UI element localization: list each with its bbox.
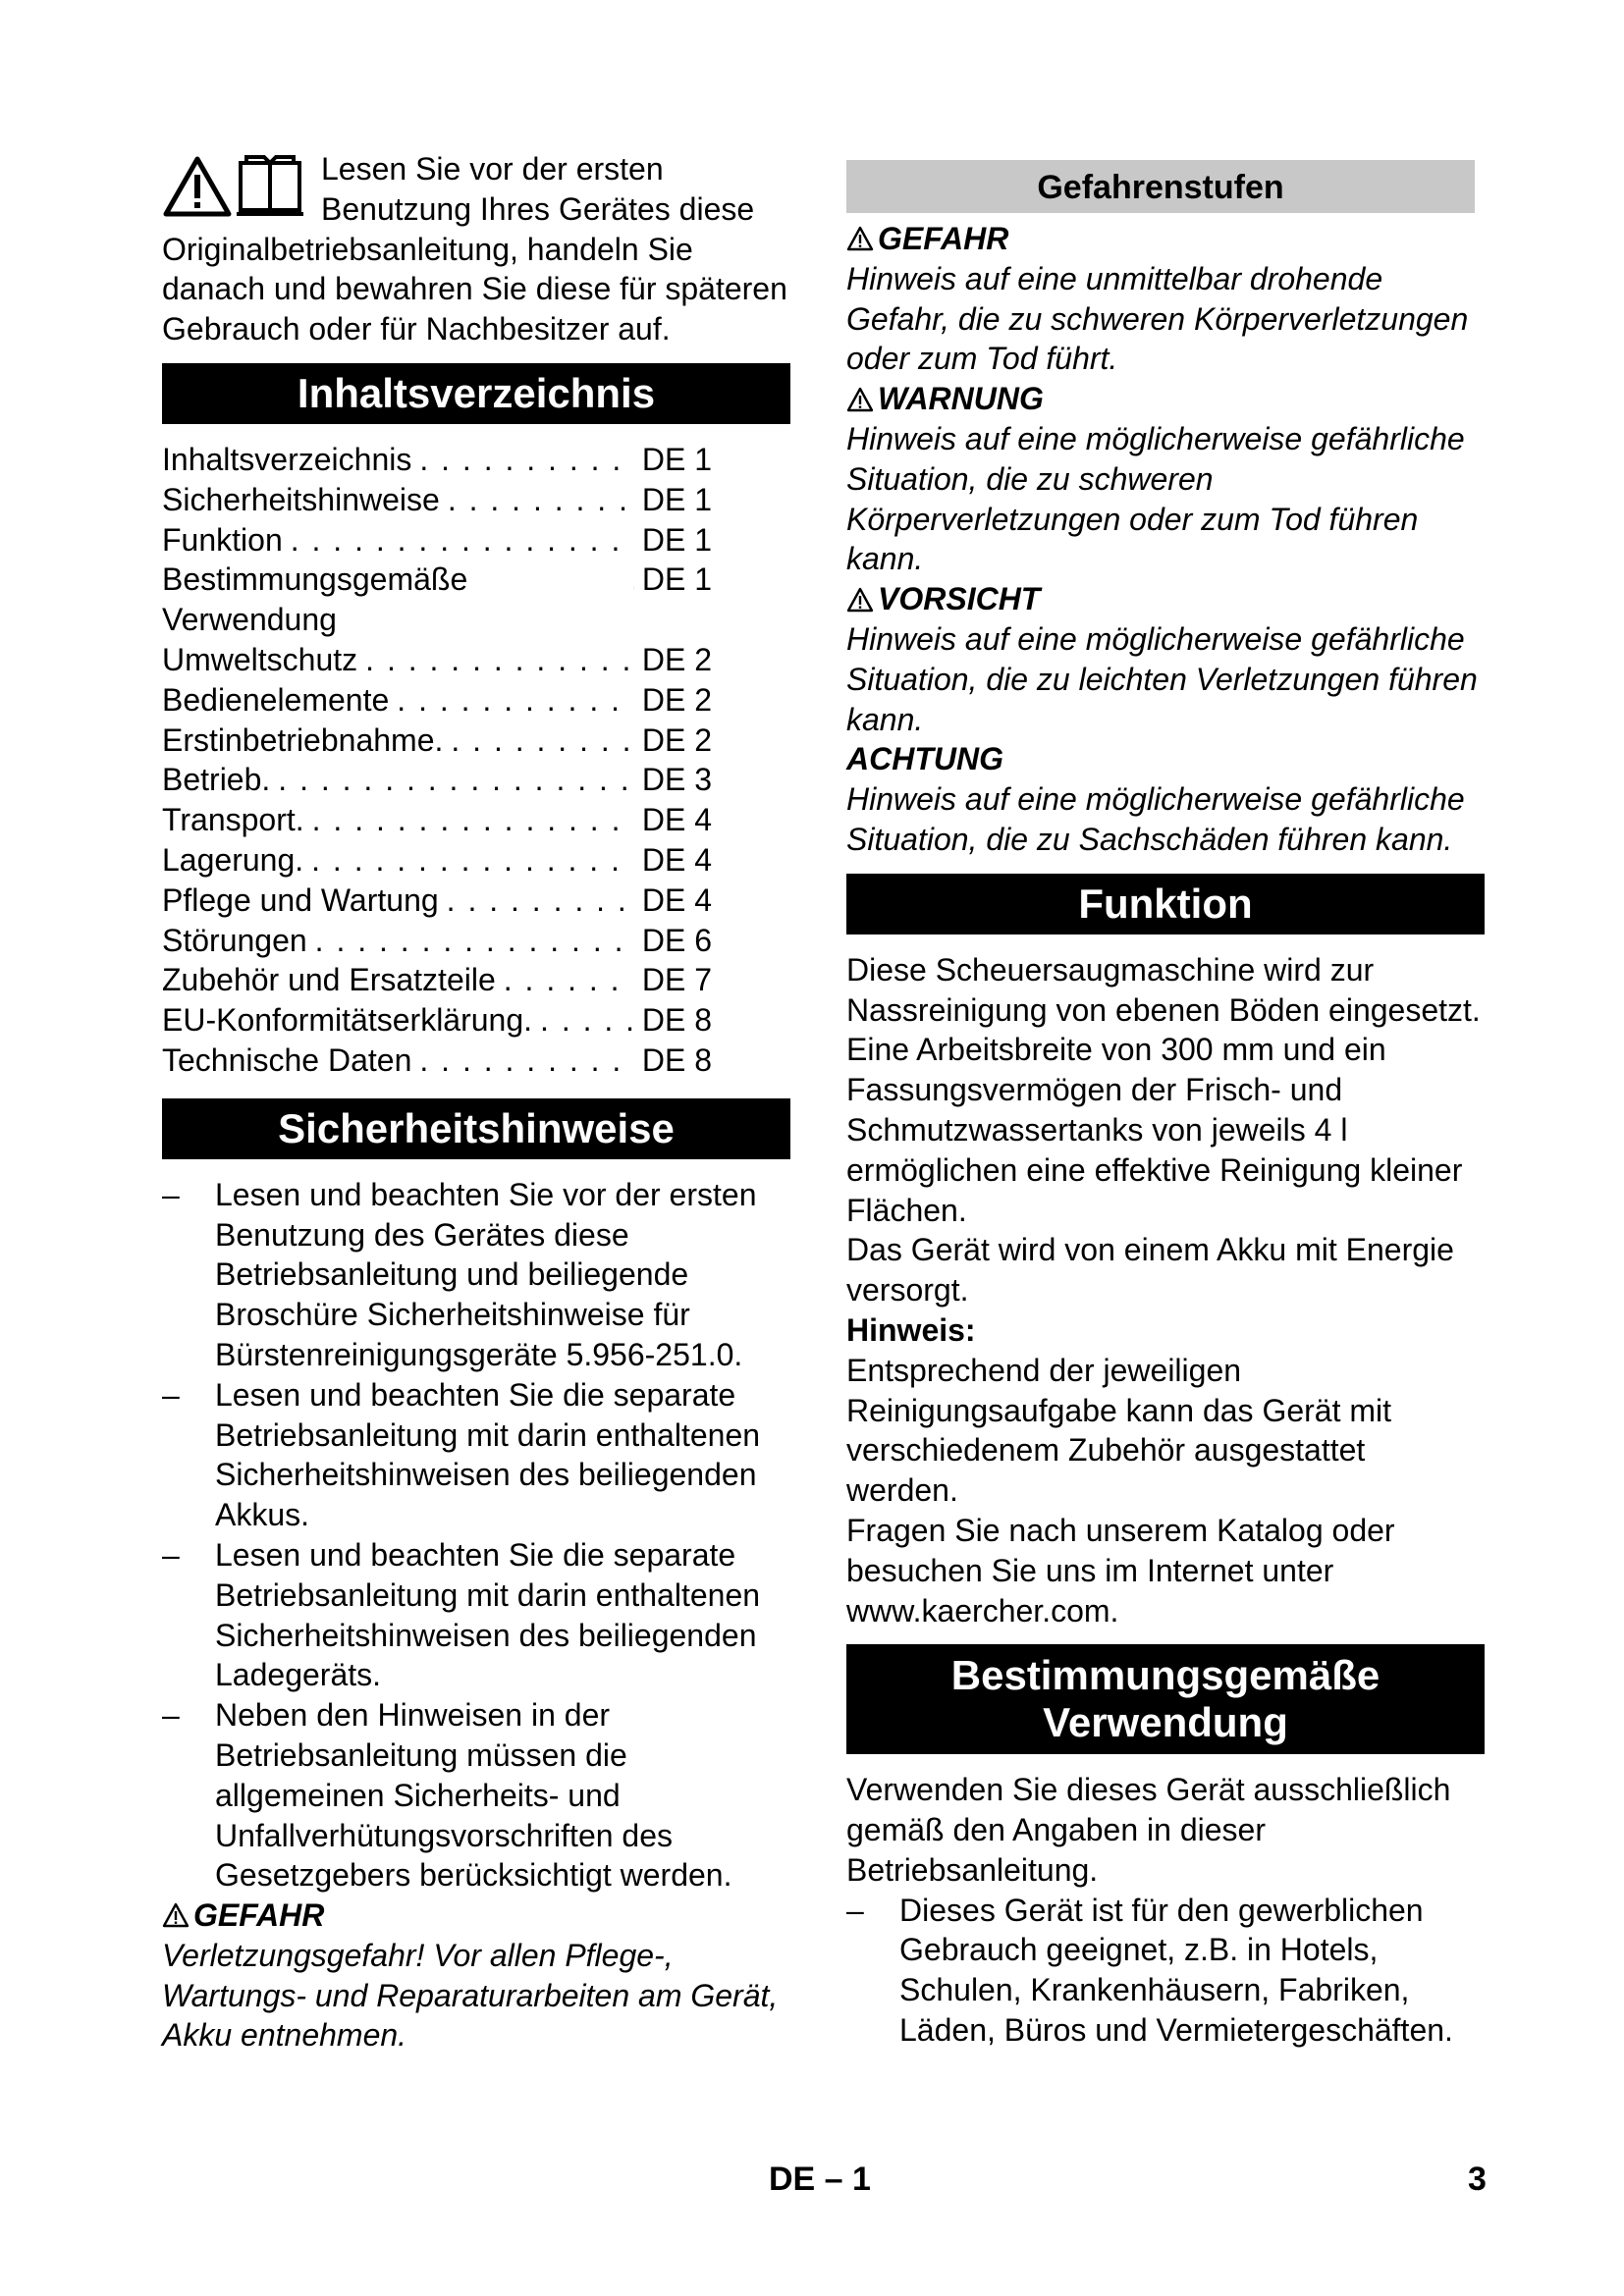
open-book-icon: [237, 157, 303, 214]
warning-triangle-icon: [846, 387, 874, 412]
toc-entry[interactable]: Pflege und Wartung . . . DE 4: [162, 881, 712, 921]
section-page-label: DE – 1: [769, 2161, 871, 2198]
intended-use-list: [846, 1891, 1485, 2051]
achtung-title: [846, 739, 1485, 779]
vorsicht-title: [846, 579, 1485, 619]
list-item: – Lesen und beachten Sie vor der ersten Benutzung des Gerätes diese Betriebsanleitung und beiliegende Broschüre Sicherheitshinweise für Bürstenreinigungsgeräte 5.956-251.0.: [162, 1175, 790, 1375]
left-column: [162, 149, 790, 2056]
intended-use-heading: [846, 1644, 1485, 1754]
note-title: Hinweis:: [846, 1311, 976, 1348]
warnung-label: WARNUNG: [878, 381, 1044, 417]
toc-entry[interactable]: Betrieb. . . . DE 3: [162, 760, 712, 800]
toc-entry[interactable]: Transport. . . . DE 4: [162, 800, 712, 840]
toc-entry[interactable]: Störungen . . . DE 6: [162, 921, 712, 961]
toc-entry[interactable]: Sicherheitshinweise . . . DE 1: [162, 480, 712, 520]
warning-triangle-icon: [162, 1902, 189, 1928]
toc-entry[interactable]: Technische Daten . . . DE 8: [162, 1041, 712, 1081]
toc-heading: Inhaltsverzeichnis: [162, 363, 790, 424]
intro-text: Lesen Sie vor der ersten Benutzung Ihres Gerätes diese Originalbetriebsanleitung, handeln Sie danach und bewahren Sie diese für späteren Gebrauch oder für Nachbesitzer auf.: [162, 151, 787, 347]
safety-list: [162, 1175, 790, 1896]
page-number: 3: [1468, 2161, 1487, 2198]
function-paragraph: Fragen Sie nach unserem Katalog oder besuchen Sie uns im Internet unter www.kaercher.com.: [846, 1512, 1395, 1629]
vorsicht-label: VORSICHT: [878, 581, 1041, 617]
warnung-text: Hinweis auf eine möglicherweise gefährliche Situation, die zu schweren Körperverletzungen oder zum Tod führen kann.: [846, 420, 1465, 577]
intended-use-paragraph: Verwenden Sie dieses Gerät ausschließlich gemäß den Angaben in dieser Betriebsanleitung.: [846, 1772, 1451, 1888]
intended-use-heading-line: Bestimmungsgemäße: [950, 1652, 1380, 1699]
toc-entry[interactable]: Lagerung. . . . DE 4: [162, 840, 712, 881]
intended-use-heading-line: Verwendung: [1043, 1699, 1288, 1746]
gefahr-label: GEFAHR: [878, 221, 1009, 256]
danger-text: Verletzungsgefahr! Vor allen Pflege-, Wartungs- und Reparaturarbeiten am Gerät, Akku entnehmen.: [162, 1937, 779, 2054]
achtung-label: ACHTUNG: [846, 741, 1003, 777]
intro-block: [162, 149, 790, 349]
warning-triangle-icon: [846, 587, 874, 613]
warnung-title: [846, 379, 1485, 419]
toc-entry[interactable]: Zubehör und Ersatzteile . . . DE 7: [162, 960, 712, 1000]
gefahr-title: [846, 219, 1485, 259]
vorsicht-text: Hinweis auf eine möglicherweise gefährliche Situation, die zu leichten Verletzungen führen kann.: [846, 620, 1478, 737]
achtung-text: Hinweis auf eine möglicherweise gefährliche Situation, die zu Sachschäden führen kann.: [846, 781, 1465, 857]
list-item: – Dieses Gerät ist für den gewerblichen Gebrauch geeignet, z.B. in Hotels, Schulen, Krankenhäusern, Fabriken, Läden, Büros und Vermietergeschäften.: [846, 1891, 1485, 2051]
function-heading: Funktion: [846, 874, 1485, 934]
toc-entry[interactable]: EU-Konformitätserklärung. . . . DE 8: [162, 1000, 712, 1041]
danger-label: GEFAHR: [193, 1897, 325, 1934]
warning-triangle-icon: [166, 159, 229, 214]
list-item: – Lesen und beachten Sie die separate Betriebsanleitung mit darin enthaltenen Sicherheitshinweisen des beiliegenden Akkus.: [162, 1375, 790, 1535]
hazard-levels-heading: Gefahrenstufen: [846, 160, 1475, 213]
table-of-contents: [162, 440, 712, 1081]
toc-entry[interactable]: Funktion . . . DE 1: [162, 520, 712, 561]
toc-entry[interactable]: Bedienelemente . . . DE 2: [162, 680, 712, 721]
warning-and-manual-icons: [162, 153, 309, 220]
safety-heading: Sicherheitshinweise: [162, 1098, 790, 1159]
gefahr-text: Hinweis auf eine unmittelbar drohende Gefahr, die zu schweren Körperverletzungen oder zum Tod führt.: [846, 260, 1469, 377]
toc-entry[interactable]: Bestimmungsgemäße Verwendung . . . DE 1: [162, 560, 712, 640]
list-item: – Lesen und beachten Sie die separate Betriebsanleitung mit darin enthaltenen Sicherheitshinweisen des beiliegenden Ladegeräts.: [162, 1535, 790, 1695]
right-column: [846, 160, 1485, 2051]
toc-entry[interactable]: Erstinbetriebnahme. . . . DE 2: [162, 721, 712, 761]
function-paragraph: Das Gerät wird von einem Akku mit Energie versorgt.: [846, 1232, 1454, 1308]
toc-entry[interactable]: Inhaltsverzeichnis . . . DE 1: [162, 440, 712, 480]
danger-title: [162, 1896, 790, 1936]
function-paragraph: Entsprechend der jeweiligen Reinigungsaufgabe kann das Gerät mit verschiedenem Zubehör ausgestattet werden.: [846, 1352, 1392, 1509]
warning-triangle-icon: [846, 226, 874, 251]
toc-entry[interactable]: Umweltschutz . . . DE 2: [162, 640, 712, 680]
function-paragraph: Eine Arbeitsbreite von 300 mm und ein Fassungsvermögen der Frisch- und Schmutzwassertanks von jeweils 4 l ermöglichen eine effektive Reinigung kleiner Flächen.: [846, 1032, 1463, 1228]
function-paragraph: Diese Scheuersaugmaschine wird zur Nassreinigung von ebenen Böden eingesetzt.: [846, 951, 1481, 1028]
list-item: – Neben den Hinweisen in der Betriebsanleitung müssen die allgemeinen Sicherheits- und Unfallverhütungsvorschriften des Gesetzgebers berücksichtigt werden.: [162, 1695, 790, 1896]
